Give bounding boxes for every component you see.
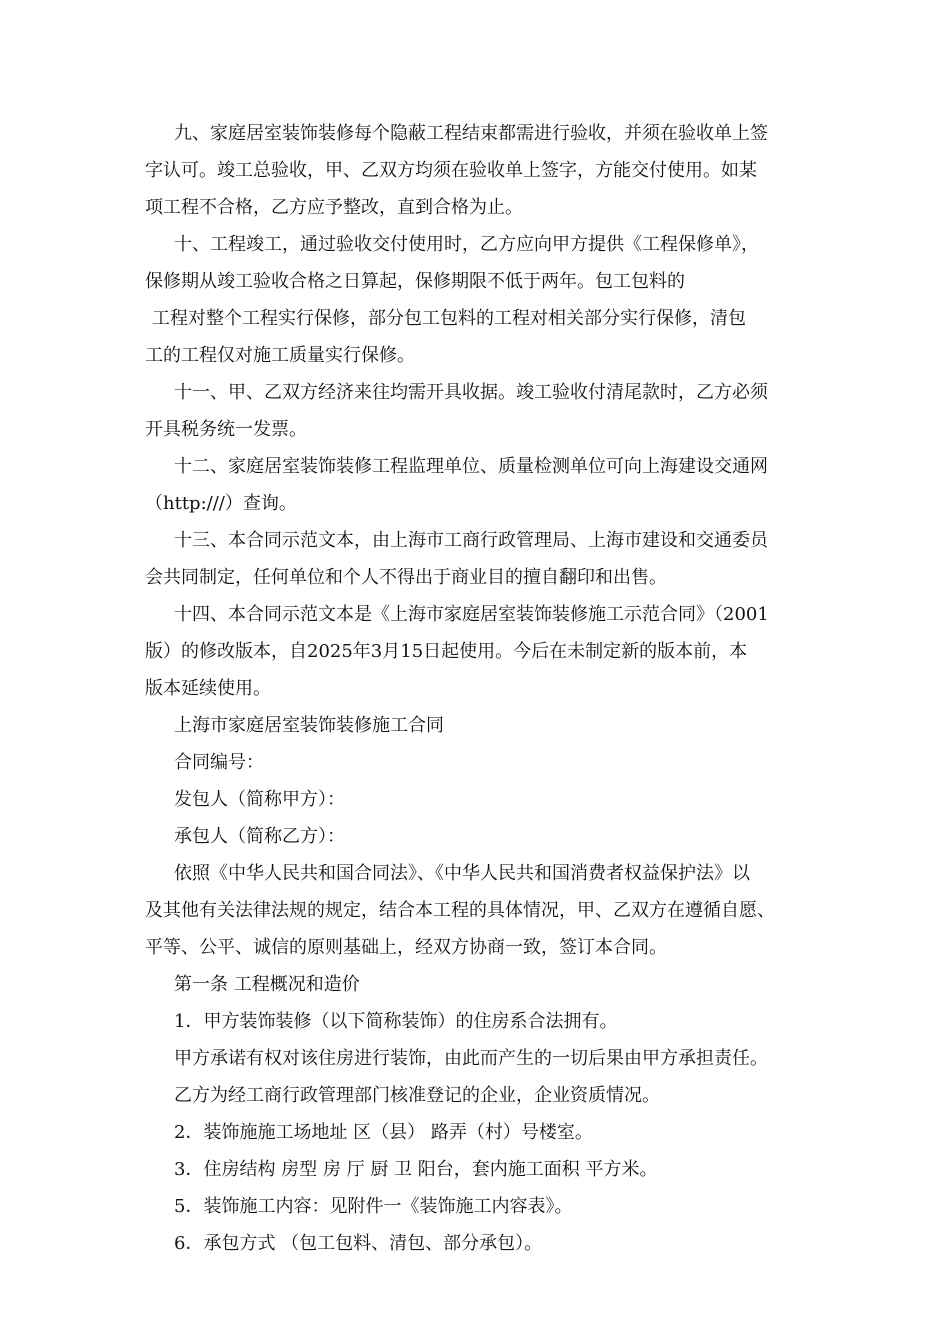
- paragraph-line-1: 九、家庭居室装饰装修每个隐蔽工程结束都需进行验收，并须在验收单上签: [174, 123, 768, 144]
- paragraph-line-14: 十四、本合同示范文本是《上海市家庭居室装饰装修施工示范合同》（2001: [174, 604, 769, 625]
- contract-number-label: 合同编号：: [174, 752, 264, 773]
- paragraph-line-27: 乙方为经工商行政管理部门核准登记的企业，企业资质情况。: [174, 1085, 660, 1106]
- paragraph-line-4: 十、工程竣工，通过验收交付使用时，乙方应向甲方提供《工程保修单》，: [174, 234, 759, 255]
- paragraph-line-3: 项工程不合格，乙方应予整改，直到合格为止。: [145, 197, 523, 218]
- paragraph-line-21: 依照《中华人民共和国合同法》、《中华人民共和国消费者权益保护法》以: [174, 863, 750, 884]
- paragraph-line-10: 十二、家庭居室装饰装修工程监理单位、质量检测单位可向上海建设交通网: [174, 456, 768, 477]
- paragraph-line-26: 甲方承诺有权对该住房进行装饰，由此而产生的一切后果由甲方承担责任。: [174, 1048, 768, 1069]
- paragraph-line-31: 6．承包方式 （包工包料、清包、部分承包）。: [174, 1233, 543, 1254]
- paragraph-line-25: 1．甲方装饰装修（以下简称装饰）的住房系合法拥有。: [174, 1011, 618, 1032]
- contract-title: 上海市家庭居室装饰装修施工合同: [174, 715, 444, 736]
- paragraph-line-8: 十一、甲、乙双方经济来往均需开具收据。竣工验收付清尾款时，乙方必须: [174, 382, 768, 403]
- article-one-heading: 第一条 工程概况和造价: [174, 974, 360, 995]
- paragraph-line-23: 平等、公平、诚信的原则基础上，经双方协商一致，签订本合同。: [145, 937, 667, 958]
- paragraph-line-11: （http:///）查询。: [145, 493, 297, 514]
- paragraph-line-30: 5．装饰施工内容：见附件一《装饰施工内容表》。: [174, 1196, 573, 1217]
- paragraph-line-12: 十三、本合同示范文本，由上海市工商行政管理局、上海市建设和交通委员: [174, 530, 768, 551]
- paragraph-line-6: 工程对整个工程实行保修，部分包工包料的工程对相关部分实行保修，清包: [152, 308, 746, 329]
- paragraph-line-16: 版本延续使用。: [145, 678, 271, 699]
- paragraph-line-29: 3．住房结构 房型 房 厅 厨 卫 阳台，套内施工面积 平方米。: [174, 1159, 658, 1180]
- paragraph-line-13: 会共同制定，任何单位和个人不得出于商业目的擅自翻印和出售。: [145, 567, 667, 588]
- paragraph-line-7: 工的工程仅对施工质量实行保修。: [145, 345, 415, 366]
- paragraph-line-22: 及其他有关法律法规的规定，结合本工程的具体情况，甲、乙双方在遵循自愿、: [145, 900, 775, 921]
- paragraph-line-5: 保修期从竣工验收合格之日算起，保修期限不低于两年。包工包料的: [145, 271, 685, 292]
- party-b-label: 承包人（简称乙方）：: [174, 826, 345, 847]
- party-a-label: 发包人（简称甲方）：: [174, 789, 345, 810]
- paragraph-line-2: 字认可。竣工总验收，甲、乙双方均须在验收单上签字，方能交付使用。如某: [145, 160, 757, 181]
- paragraph-line-15: 版）的修改版本，自2025年3月15日起使用。今后在未制定新的版本前，本: [145, 641, 748, 662]
- paragraph-line-28: 2．装饰施施工场地址 区（县） 路弄（村）号楼室。: [174, 1122, 593, 1143]
- paragraph-line-9: 开具税务统一发票。: [145, 419, 307, 440]
